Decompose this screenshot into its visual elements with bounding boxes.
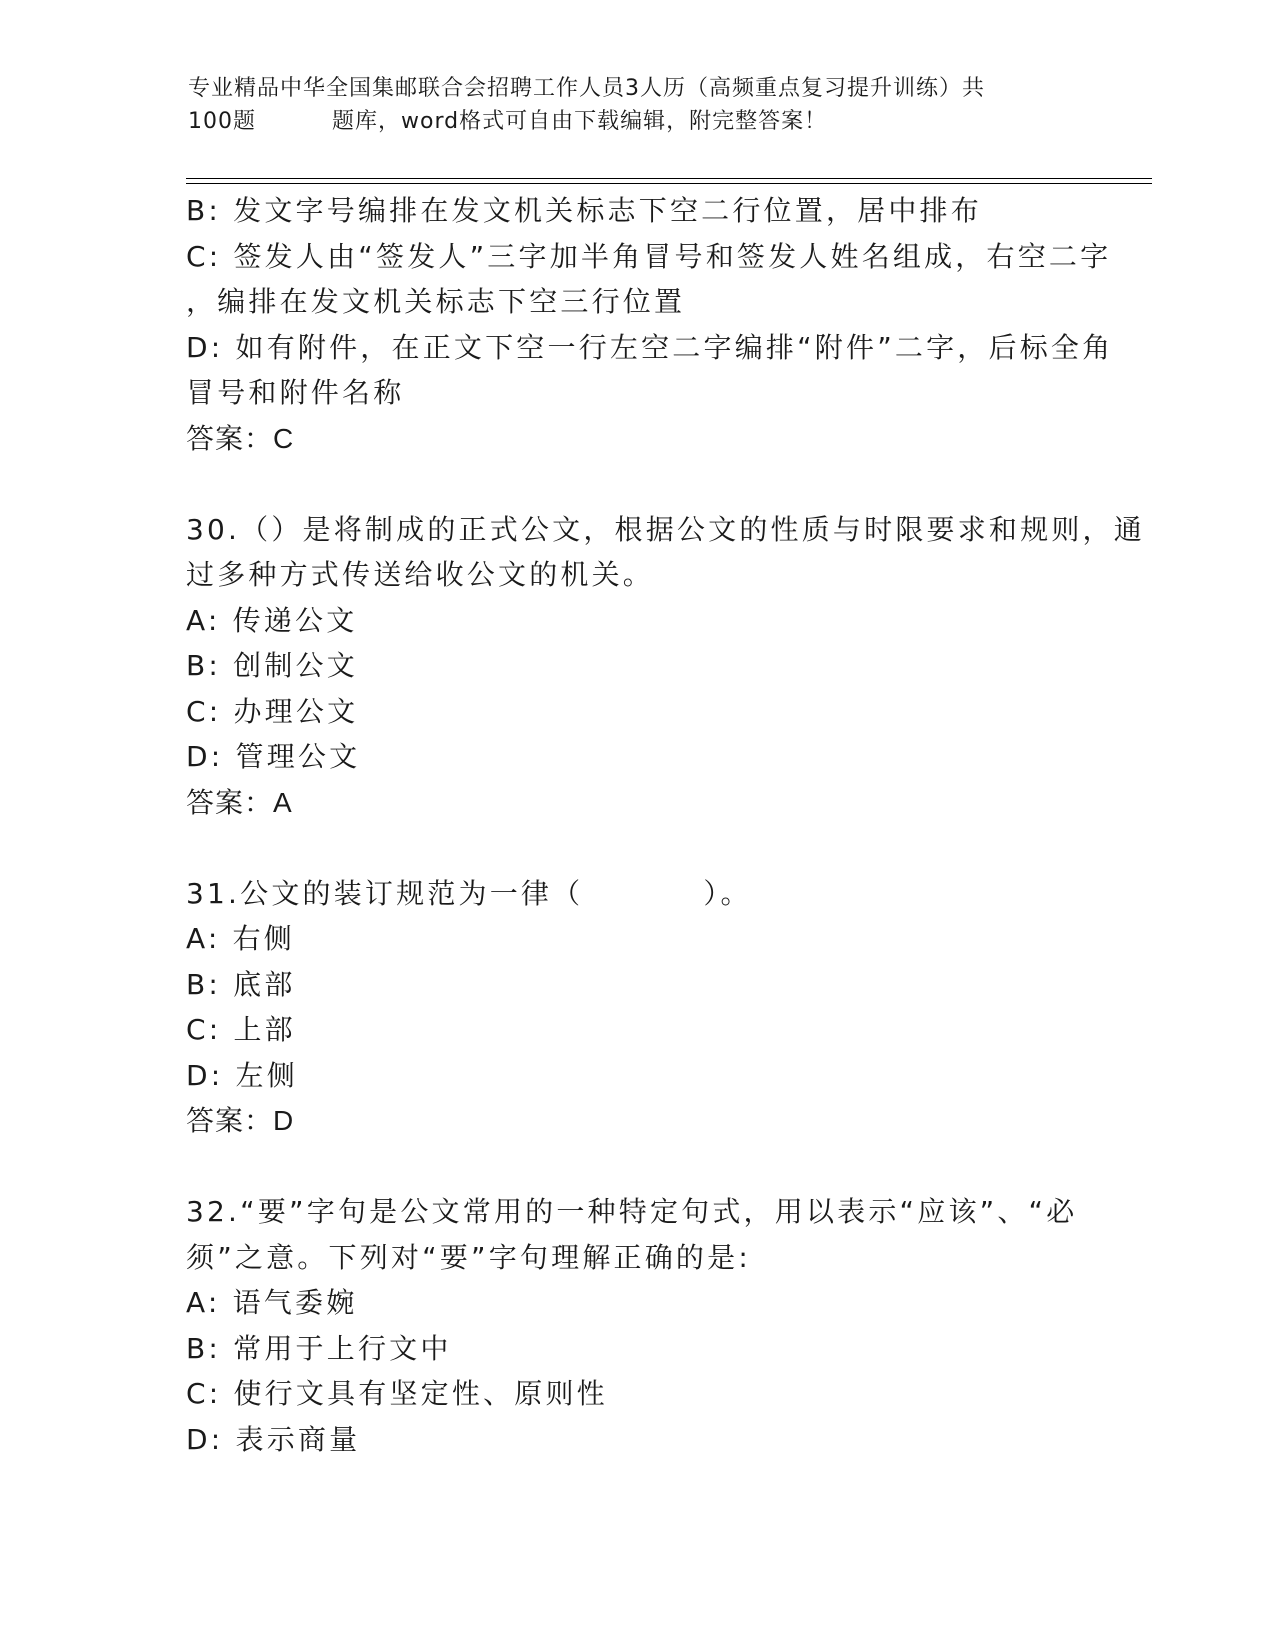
q31-option-d: D: 左侧 (186, 1058, 298, 1092)
q30-stem-line2: 过多种方式传送给收公文的机关。 (186, 558, 655, 591)
q32-option-d: D: 表示商量 (186, 1422, 361, 1456)
header-question-count: 100题 (188, 109, 256, 134)
q32-stem-line2: 须”之意。下列对“要”字句理解正确的是: (186, 1240, 751, 1274)
q30-option-c: C: 办理公文 (186, 694, 359, 728)
q32-option-b: B: 常用于上行文中 (186, 1331, 452, 1365)
q29-option-c-line1: C: 签发人由“签发人”三字加半角冒号和签发人姓名组成，右空二字 (186, 239, 1112, 273)
q29-option-d-line1: D: 如有附件，在正文下空一行左空二字编排“附件”二字，后标全角 (186, 330, 1114, 364)
q31-option-a: A: 右侧 (186, 922, 295, 955)
header-divider-bottom (186, 183, 1152, 184)
question-29 (186, 188, 1114, 461)
q31-answer: 答案：D (186, 1105, 295, 1136)
q29-option-d-line2: 冒号和附件名称 (186, 376, 405, 409)
q30-answer: 答案：A (186, 786, 293, 818)
header-title-line2 (188, 105, 1068, 138)
q30-stem-line1: 30.（）是将制成的正式公文，根据公文的性质与时限要求和规则，通 (186, 512, 1145, 546)
q29-option-b: B: 发文字号编排在发文机关标志下空二行位置，居中排布 (186, 194, 982, 227)
q31-stem-right: ）。 (703, 876, 752, 910)
q32-stem-line1: 32.“要”字句是公文常用的一种特定句式，用以表示“应该”、“必 (186, 1195, 1078, 1228)
question-30 (186, 507, 1145, 826)
q29-answer: 答案：C (186, 422, 295, 454)
q30-option-d: D: 管理公文 (186, 740, 361, 773)
header-description: 题库，word格式可自由下载编辑，附完整答案！ (332, 109, 828, 134)
q30-option-a: A: 传递公文 (186, 603, 358, 637)
header-divider-top (186, 178, 1152, 179)
q29-option-c-line2: ，编排在发文机关标志下空三行位置 (186, 285, 686, 318)
q30-option-b: B: 创制公文 (186, 649, 358, 682)
question-31 (186, 871, 1086, 1144)
header-title-line1: 专业精品中华全国集邮联合会招聘工作人员3人历（高频重点复习提升训练）共 (188, 76, 985, 101)
question-32 (186, 1189, 1086, 1462)
q32-option-a: A: 语气委婉 (186, 1286, 358, 1319)
q32-option-c: C: 使行文具有坚定性、原则性 (186, 1377, 608, 1410)
q31-stem (186, 871, 1086, 917)
q31-option-b: B: 底部 (186, 967, 296, 1001)
q31-option-c: C: 上部 (186, 1013, 296, 1046)
question-content (186, 188, 1145, 1462)
q31-stem-left: 31.公文的装订规范为一律（ (186, 876, 584, 910)
document-header (188, 72, 1068, 138)
